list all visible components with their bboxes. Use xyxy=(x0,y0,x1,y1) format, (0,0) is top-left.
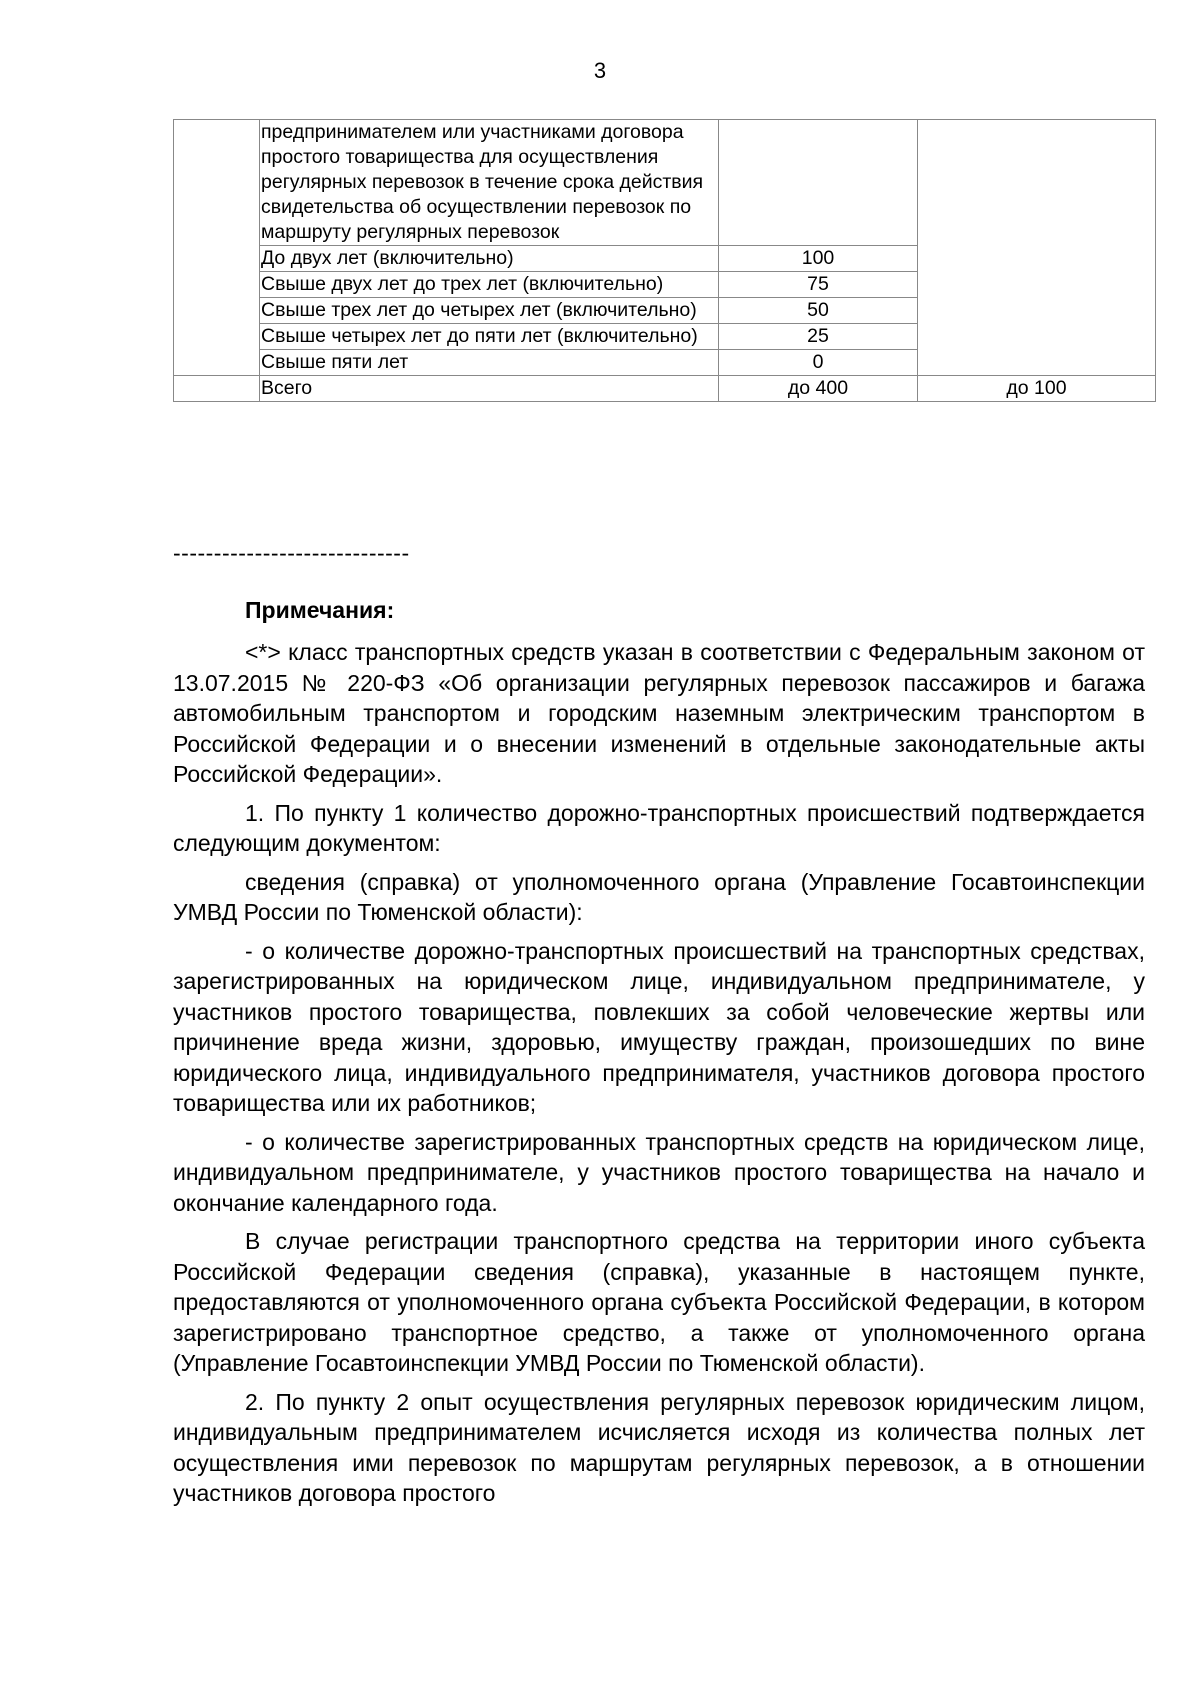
note-paragraph: <*> класс транспортных средств указан в соответствии с Федеральным законом от 13.07.2015 № 220-ФЗ «Об организации регулярных перевозок пассажиров и багажа автомобильным транспортом и городским наземным электрическим транспортом в Российской Федерации и о внесении изменений в отдельные законодательные акты Российской Федерации». xyxy=(173,639,1145,787)
note-paragraph: В случае регистрации транспортного средства на территории иного субъекта Российской Федерации сведения (справка), указанные в настоящем пункте, предоставляются от уполномоченного органа субъекта Российской Федерации, в котором зарегистрировано транспортное средство, а также от уполномоченного органа (Управление Госавтоинспекции УМВД России по Тюменской области). xyxy=(173,1228,1145,1376)
table-cell: 100 xyxy=(719,246,918,272)
note-paragraph: - о количестве зарегистрированных транспортных средств на юридическом лице, индивидуальном предпринимателе, у участников простого товарищества на начало и окончание календарного года. xyxy=(173,1128,1145,1216)
footnote-divider: ----------------------------- xyxy=(173,540,410,566)
note-paragraph: - о количестве дорожно-транспортных происшествий на транспортных средствах, зарегистрированных на юридическом лице, индивидуальном предпринимателе, у участников простого товарищества, повлекших за собой человеческие жертвы или причинение вреда жизни, здоровью, имуществу граждан, произошедших по вине юридического лица, индивидуального предпринимателя, участников договора простого товарищества или их работников; xyxy=(173,937,1145,1116)
table-cell: 0 xyxy=(719,350,918,376)
table-cell: 25 xyxy=(719,324,918,350)
table-cell: Свыше трех лет до четырех лет (включительно) xyxy=(260,298,719,324)
table-cell xyxy=(918,272,1156,298)
notes-section xyxy=(173,538,1145,1517)
table-cell xyxy=(719,120,918,246)
table-cell xyxy=(174,376,260,402)
table-cell xyxy=(174,298,260,324)
table-cell xyxy=(174,324,260,350)
table-cell xyxy=(174,246,260,272)
table-row-total xyxy=(174,376,1156,402)
criteria-table xyxy=(173,119,1156,402)
notes-title xyxy=(245,595,1145,626)
table-cell: До двух лет (включительно) xyxy=(260,246,719,272)
table-row xyxy=(174,272,1156,298)
table-cell xyxy=(918,350,1156,376)
table-cell xyxy=(174,272,260,298)
table-row xyxy=(174,246,1156,272)
table-cell: Свыше четырех лет до пяти лет (включительно) xyxy=(260,324,719,350)
table-cell: до 100 xyxy=(918,376,1156,402)
table-cell xyxy=(918,120,1156,246)
notes-title-colon: : xyxy=(386,596,395,623)
page-number: 3 xyxy=(593,58,607,83)
table-row xyxy=(174,324,1156,350)
table-row xyxy=(174,350,1156,376)
table-cell: до 400 xyxy=(719,376,918,402)
table-cell xyxy=(174,350,260,376)
table-cell: 50 xyxy=(719,298,918,324)
table-cell: Свыше пяти лет xyxy=(260,350,719,376)
table-cell xyxy=(174,120,260,246)
table-cell: Всего xyxy=(260,376,719,402)
table-row xyxy=(174,298,1156,324)
note-paragraph: сведения (справка) от уполномоченного органа (Управление Госавтоинспекции УМВД России по Тюменской области): xyxy=(173,868,1145,925)
table-cell: Свыше двух лет до трех лет (включительно) xyxy=(260,272,719,298)
notes-title-text: Примечания xyxy=(245,596,387,623)
table-cell xyxy=(918,298,1156,324)
note-paragraph: 1. По пункту 1 количество дорожно-транспортных происшествий подтверждается следующим документом: xyxy=(173,799,1145,856)
note-paragraph: 2. По пункту 2 опыт осуществления регулярных перевозок юридическим лицом, индивидуальным предпринимателем исчисляется исходя из количества полных лет осуществления ими перевозок по маршрутам регулярных перевозок, а в отношении участников договора простого xyxy=(173,1388,1145,1506)
table-cell: 75 xyxy=(719,272,918,298)
table-cell: предпринимателем или участниками договора простого товарищества для осуществления регулярных перевозок в течение срока действия свидетельства об осуществлении перевозок по маршруту регулярных перевозок xyxy=(260,120,719,246)
table-cell xyxy=(918,324,1156,350)
table-cell xyxy=(918,246,1156,272)
table-row xyxy=(174,120,1156,246)
